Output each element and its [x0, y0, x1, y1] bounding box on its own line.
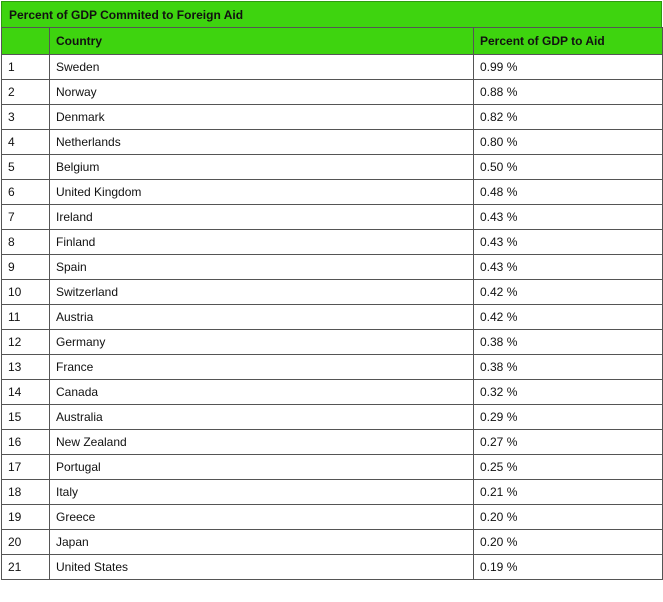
cell-percent: 0.20 %: [474, 530, 663, 555]
aid-table-container: [1, 1, 662, 580]
table-row: [2, 330, 663, 355]
cell-country: Canada: [50, 380, 474, 405]
cell-rank: 6: [2, 180, 50, 205]
table-row: [2, 55, 663, 80]
cell-rank: 10: [2, 280, 50, 305]
cell-percent: 0.48 %: [474, 180, 663, 205]
cell-country: Norway: [50, 80, 474, 105]
cell-percent: 0.50 %: [474, 155, 663, 180]
cell-country: Spain: [50, 255, 474, 280]
cell-country: Italy: [50, 480, 474, 505]
table-row: [2, 555, 663, 580]
cell-rank: 5: [2, 155, 50, 180]
table-row: [2, 455, 663, 480]
cell-country: Japan: [50, 530, 474, 555]
cell-country: United States: [50, 555, 474, 580]
table-row: [2, 255, 663, 280]
cell-country: Belgium: [50, 155, 474, 180]
cell-country: Denmark: [50, 105, 474, 130]
table-row: [2, 205, 663, 230]
cell-rank: 19: [2, 505, 50, 530]
cell-percent: 0.29 %: [474, 405, 663, 430]
cell-percent: 0.27 %: [474, 430, 663, 455]
table-row: [2, 405, 663, 430]
table-body: [2, 55, 663, 580]
cell-rank: 15: [2, 405, 50, 430]
cell-country: Switzerland: [50, 280, 474, 305]
cell-country: United Kingdom: [50, 180, 474, 205]
cell-rank: 17: [2, 455, 50, 480]
cell-rank: 13: [2, 355, 50, 380]
cell-rank: 12: [2, 330, 50, 355]
cell-percent: 0.99 %: [474, 55, 663, 80]
cell-country: Australia: [50, 405, 474, 430]
cell-country: Greece: [50, 505, 474, 530]
table-row: [2, 230, 663, 255]
cell-percent: 0.20 %: [474, 505, 663, 530]
cell-rank: 2: [2, 80, 50, 105]
cell-country: Netherlands: [50, 130, 474, 155]
table-row: [2, 480, 663, 505]
cell-percent: 0.32 %: [474, 380, 663, 405]
table-row: [2, 430, 663, 455]
cell-country: Germany: [50, 330, 474, 355]
cell-rank: 7: [2, 205, 50, 230]
header-row: [2, 28, 663, 55]
cell-percent: 0.19 %: [474, 555, 663, 580]
aid-table: [1, 27, 663, 580]
cell-percent: 0.42 %: [474, 305, 663, 330]
cell-percent: 0.82 %: [474, 105, 663, 130]
table-row: [2, 530, 663, 555]
table-row: [2, 505, 663, 530]
header-percent: Percent of GDP to Aid: [474, 28, 663, 55]
cell-country: Portugal: [50, 455, 474, 480]
cell-rank: 20: [2, 530, 50, 555]
cell-percent: 0.43 %: [474, 230, 663, 255]
cell-country: Ireland: [50, 205, 474, 230]
cell-percent: 0.88 %: [474, 80, 663, 105]
cell-percent: 0.80 %: [474, 130, 663, 155]
cell-rank: 21: [2, 555, 50, 580]
cell-percent: 0.43 %: [474, 205, 663, 230]
table-row: [2, 180, 663, 205]
cell-country: Finland: [50, 230, 474, 255]
cell-rank: 3: [2, 105, 50, 130]
cell-percent: 0.38 %: [474, 330, 663, 355]
table-row: [2, 305, 663, 330]
table-row: [2, 155, 663, 180]
cell-percent: 0.25 %: [474, 455, 663, 480]
cell-percent: 0.43 %: [474, 255, 663, 280]
cell-percent: 0.42 %: [474, 280, 663, 305]
table-title: Percent of GDP Commited to Foreign Aid: [1, 1, 662, 27]
cell-rank: 16: [2, 430, 50, 455]
table-row: [2, 130, 663, 155]
cell-percent: 0.21 %: [474, 480, 663, 505]
cell-rank: 8: [2, 230, 50, 255]
table-row: [2, 355, 663, 380]
table-row: [2, 105, 663, 130]
cell-country: France: [50, 355, 474, 380]
header-country: Country: [50, 28, 474, 55]
cell-rank: 18: [2, 480, 50, 505]
cell-rank: 11: [2, 305, 50, 330]
cell-country: Austria: [50, 305, 474, 330]
table-row: [2, 280, 663, 305]
table-row: [2, 80, 663, 105]
cell-rank: 4: [2, 130, 50, 155]
cell-rank: 9: [2, 255, 50, 280]
cell-country: Sweden: [50, 55, 474, 80]
table-row: [2, 380, 663, 405]
cell-rank: 1: [2, 55, 50, 80]
cell-rank: 14: [2, 380, 50, 405]
cell-percent: 0.38 %: [474, 355, 663, 380]
cell-country: New Zealand: [50, 430, 474, 455]
header-rank: [2, 28, 50, 55]
